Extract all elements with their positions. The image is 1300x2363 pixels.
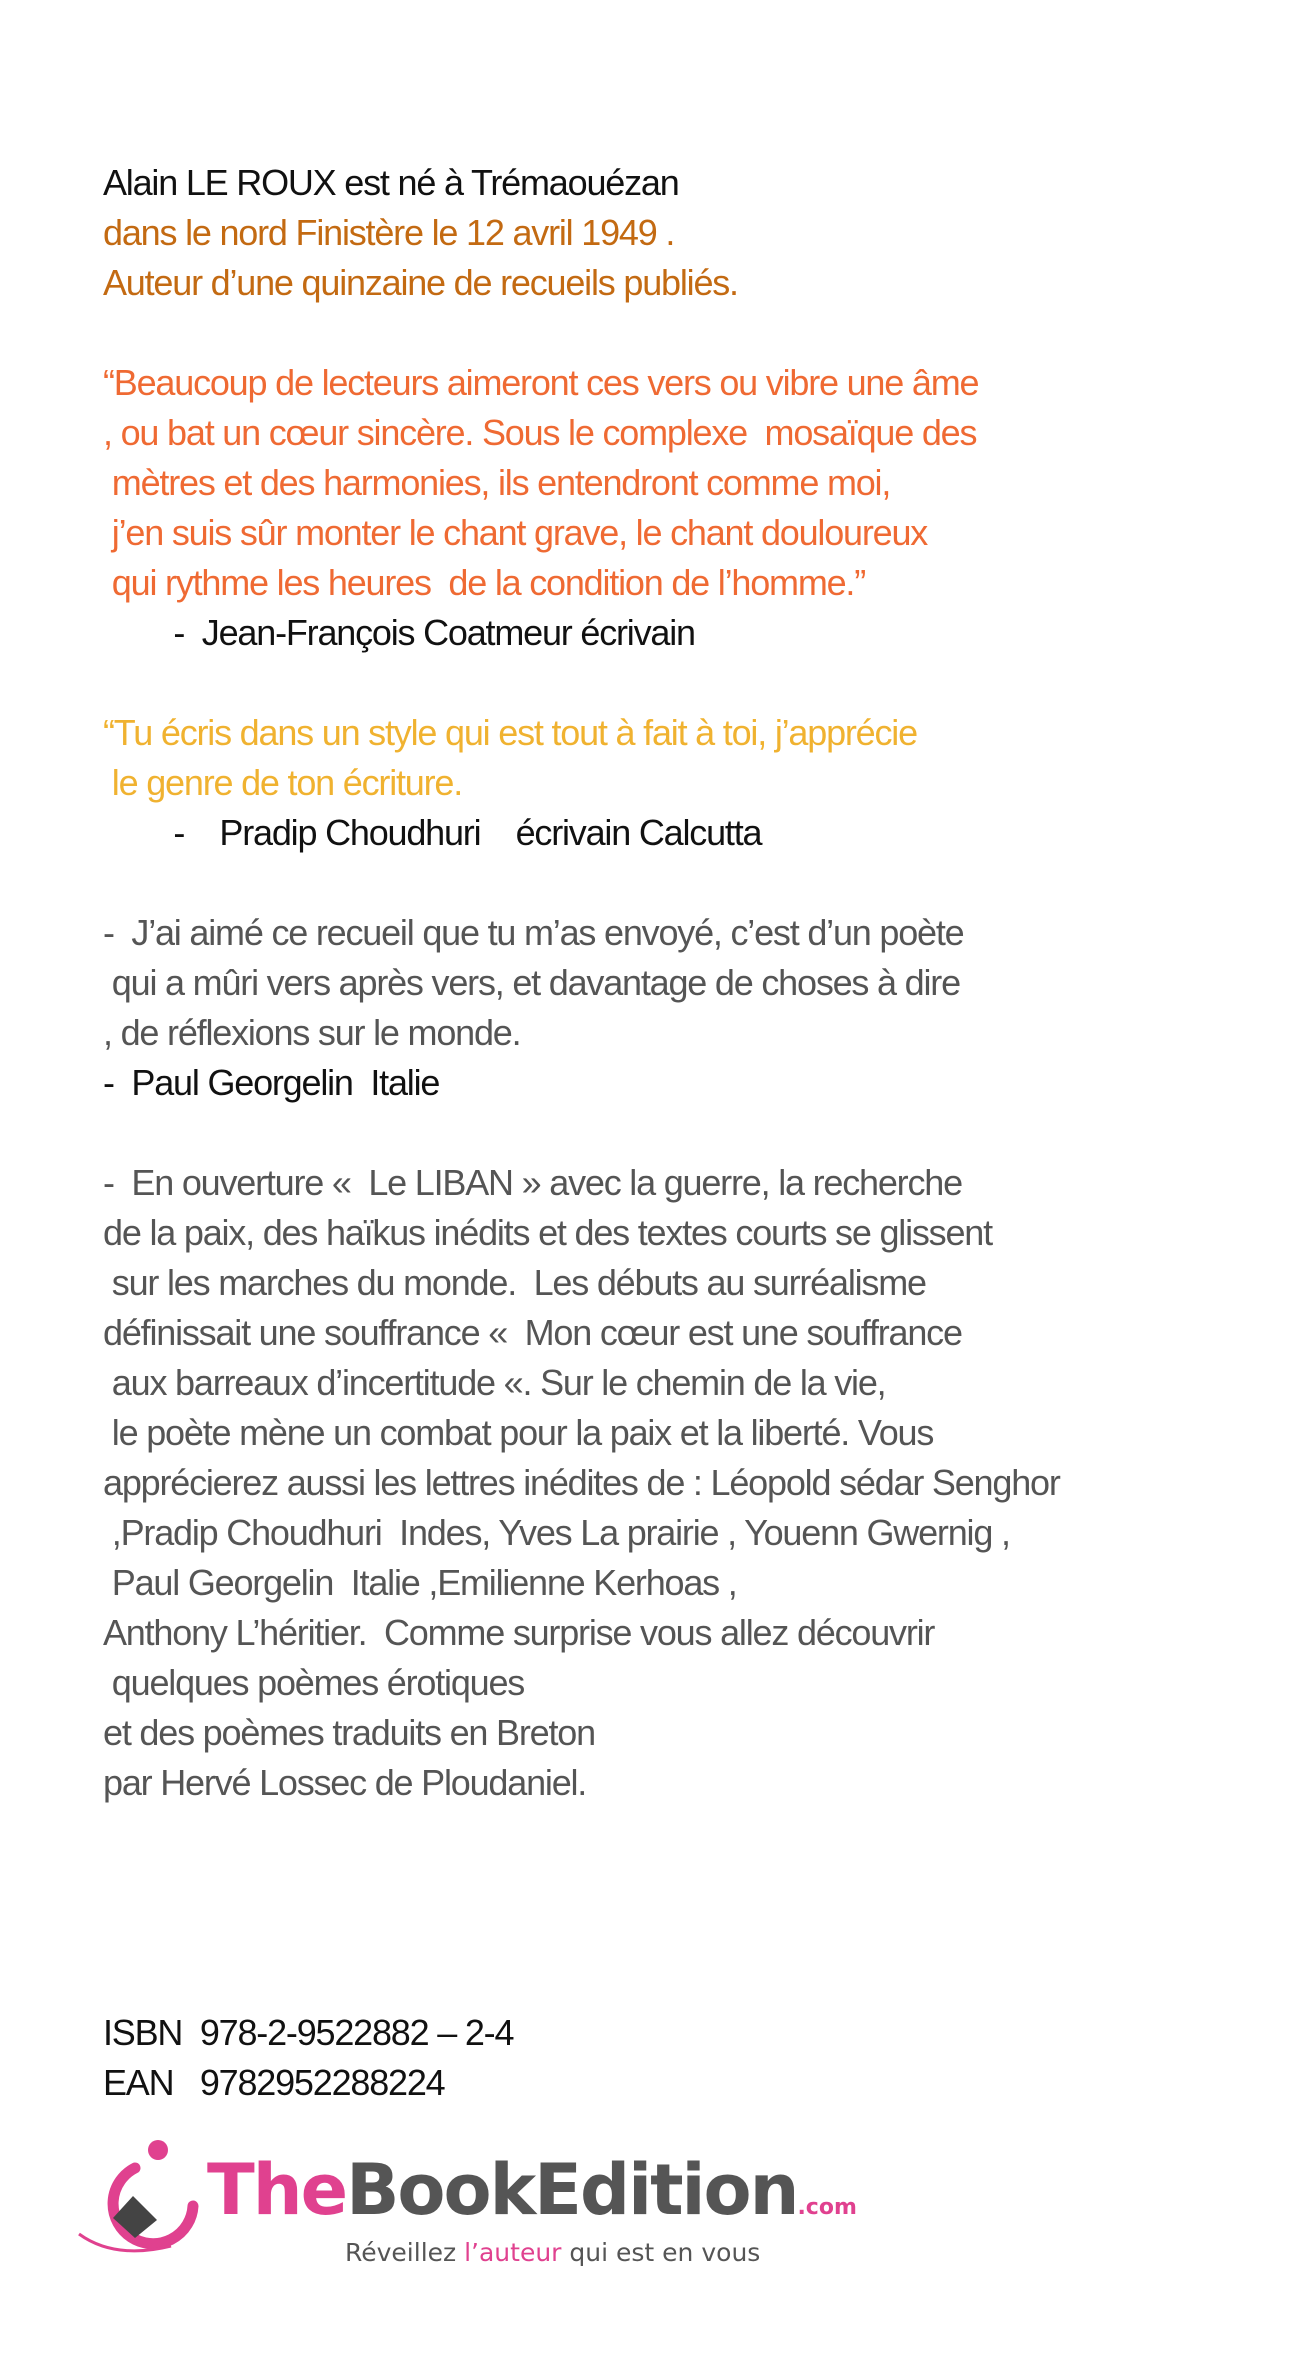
description-line: par Hervé Lossec de Ploudaniel. bbox=[103, 1762, 587, 1803]
logo-com: .com bbox=[797, 2195, 857, 2220]
description-line: aux barreaux d’incertitude «. Sur le chemin de la vie, bbox=[103, 1362, 886, 1403]
description-line: et des poèmes traduits en Breton bbox=[103, 1712, 595, 1753]
description-line: - En ouverture « Le LIBAN » avec la guerre, la recherche bbox=[103, 1162, 962, 1203]
tagline-highlight: l’auteur bbox=[464, 2238, 562, 2267]
thebookedition-logo bbox=[75, 2138, 875, 2288]
isbn-code: ISBN 978-2-9522882 – 2-4 bbox=[103, 2012, 514, 2053]
quote-attribution: - Jean-François Coatmeur écrivain bbox=[103, 612, 695, 653]
quote-choudhuri bbox=[103, 708, 1253, 858]
quote-line: qui a mûri vers après vers, et davantage de choses à dire bbox=[103, 962, 960, 1003]
quote-attribution: - Paul Georgelin Italie bbox=[103, 1062, 440, 1103]
description-line: apprécierez aussi les lettres inédites de : Léopold sédar Senghor bbox=[103, 1462, 1060, 1503]
author-intro-line: Auteur d’une quinzaine de recueils publiés. bbox=[103, 262, 738, 303]
ean-code: EAN 9782952288224 bbox=[103, 2062, 445, 2103]
description-line: définissait une souffrance « Mon cœur est une souffrance bbox=[103, 1312, 962, 1353]
quote-georgelin bbox=[103, 908, 1253, 1108]
author-intro bbox=[103, 158, 1253, 308]
author-intro-line: Alain LE ROUX est né à Trémaouézan bbox=[103, 162, 679, 203]
description-line: Paul Georgelin Italie ,Emilienne Kerhoas , bbox=[103, 1562, 737, 1603]
quote-attribution: - Pradip Choudhuri écrivain Calcutta bbox=[103, 812, 762, 853]
quote-line: “Tu écris dans un style qui est tout à fait à toi, j’apprécie bbox=[103, 712, 917, 753]
description-line: quelques poèmes érotiques bbox=[103, 1662, 525, 1703]
book-codes bbox=[103, 2008, 1253, 2108]
description-line: de la paix, des haïkus inédits et des textes courts se glissent bbox=[103, 1212, 992, 1253]
quote-line: mètres et des harmonies, ils entendront comme moi, bbox=[103, 462, 891, 503]
author-intro-line: dans le nord Finistère le 12 avril 1949 . bbox=[103, 212, 675, 253]
quote-line: le genre de ton écriture. bbox=[103, 762, 463, 803]
logo-book-edition: BookEdition bbox=[346, 2149, 798, 2231]
description-line: ,Pradip Choudhuri Indes, Yves La prairie , Youenn Gwernig , bbox=[103, 1512, 1010, 1553]
tagline-end: qui est en vous bbox=[561, 2238, 761, 2267]
description-line: le poète mène un combat pour la paix et la liberté. Vous bbox=[103, 1412, 934, 1453]
quote-line: “Beaucoup de lecteurs aimeront ces vers ou vibre une âme bbox=[103, 362, 979, 403]
quote-line: qui rythme les heures de la condition de l’homme.” bbox=[103, 562, 866, 603]
quote-coatmeur bbox=[103, 358, 1253, 658]
thebookedition-logo-icon bbox=[75, 2138, 205, 2258]
quote-line: , ou bat un cœur sincère. Sous le complexe mosaïque des bbox=[103, 412, 977, 453]
logo-wordmark bbox=[207, 2150, 857, 2248]
quote-line: j’en suis sûr monter le chant grave, le chant douloureux bbox=[103, 512, 928, 553]
description-line: Anthony L’héritier. Comme surprise vous allez découvrir bbox=[103, 1612, 935, 1653]
book-description bbox=[103, 1158, 1253, 1808]
logo-tagline bbox=[345, 2238, 760, 2268]
logo-the: The bbox=[207, 2149, 347, 2231]
description-line: sur les marches du monde. Les débuts au surréalisme bbox=[103, 1262, 926, 1303]
tagline-start: Réveillez bbox=[345, 2238, 465, 2267]
quote-line: , de réflexions sur le monde. bbox=[103, 1012, 521, 1053]
quote-line: - J’ai aimé ce recueil que tu m’as envoyé, c’est d’un poète bbox=[103, 912, 964, 953]
